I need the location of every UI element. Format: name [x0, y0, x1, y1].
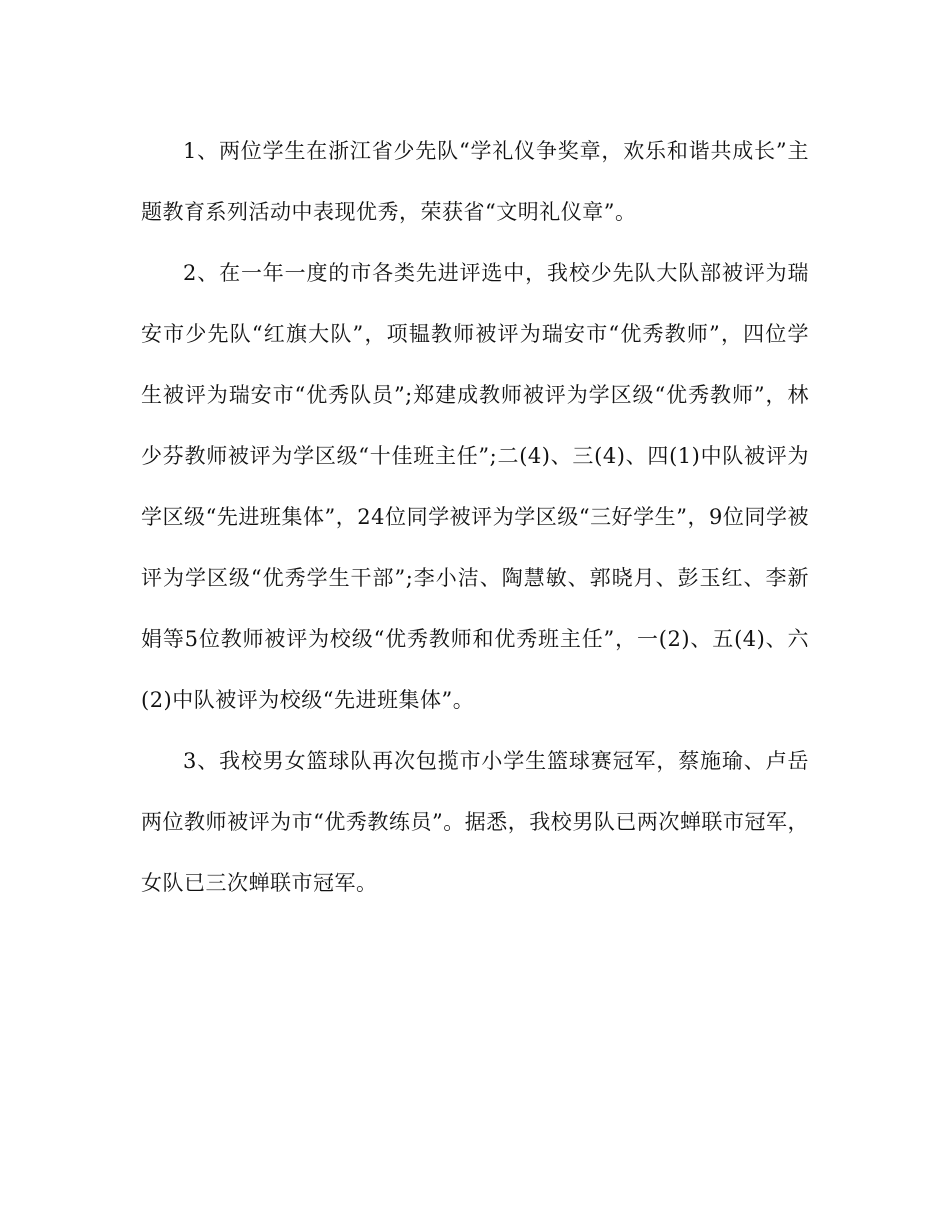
paragraph-2: 2、在一年一度的市各类先进评选中，我校少先队大队部被评为瑞安市少先队“红旗大队”，项韫教师被评为瑞安市“优秀教师”，四位学生被评为瑞安市“优秀队员”;郑建成教师被评为学区级“优秀教师”，林少芬教师被评为学区级“十佳班主任”;二(4)、三(4)、四(1)中队被评为学区级“先进班集体”，24位同学被评为学区级“三好学生”，9位同学被评为学区级“优秀学生干部”;李小洁、陶慧敏、郭晓月、彭玉红、李新娟等5位教师被评为校级“优秀教师和优秀班主任”，一(2)、五(4)、六(2)中队被评为校级“先进班集体”。 [141, 261, 809, 712]
paragraph-3: 3、我校男女篮球队再次包揽市小学生篮球赛冠军，蔡施瑜、卢岳两位教师被评为市“优秀教练员”。据悉，我校男队已两次蝉联市冠军，女队已三次蝉联市冠军。 [141, 749, 809, 895]
document-body [141, 121, 809, 914]
paragraph-1: 1、两位学生在浙江省少先队“学礼仪争奖章，欢乐和谐共成长”主题教育系列活动中表现优秀，荣获省“文明礼仪章”。 [141, 139, 809, 224]
